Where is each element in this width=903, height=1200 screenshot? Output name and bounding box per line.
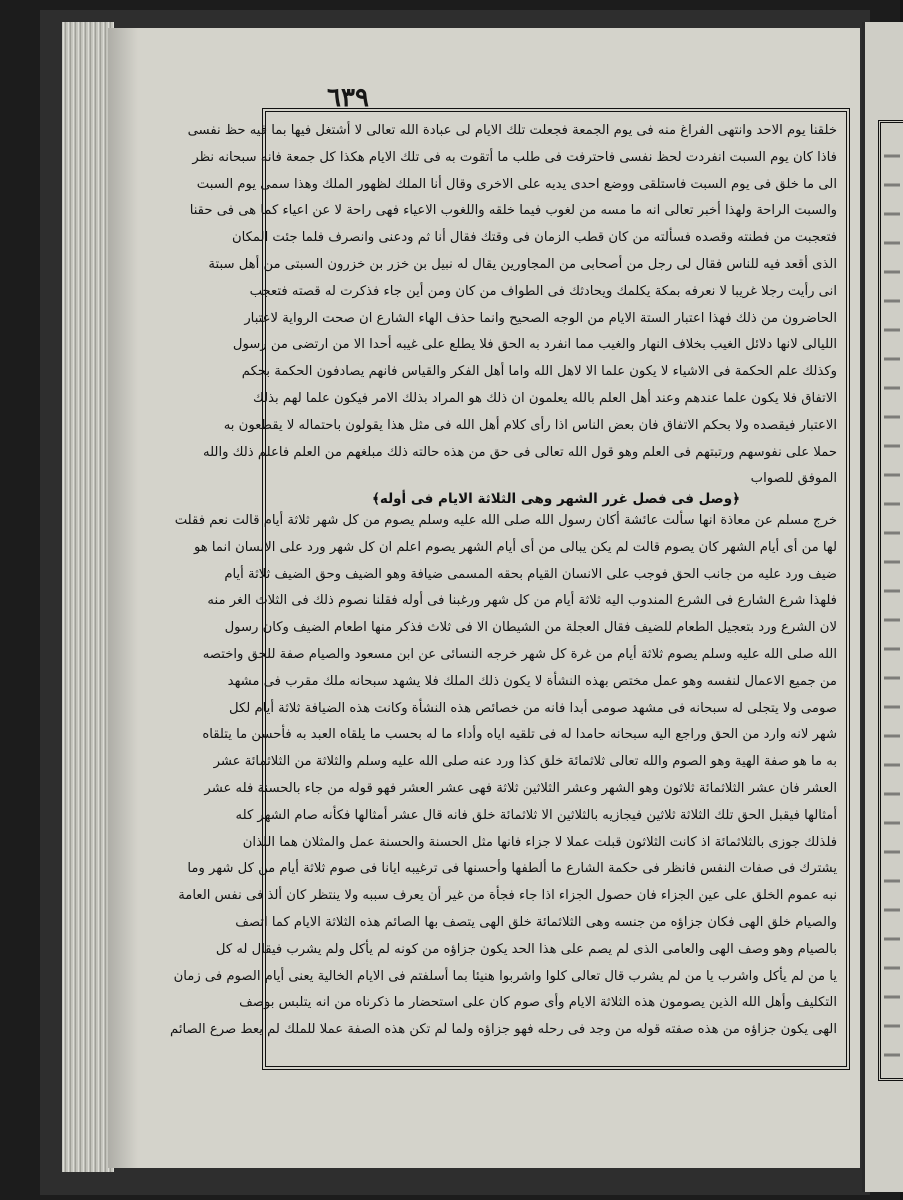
text-line: انى رأيت رجلا غريبا لا نعرفه بمكة يكلمك ويحادثك فى الطواف من كان ومن أين جاء فذكرت له قصته فتعجب [249,283,837,299]
text-line: خلقنا يوم الاحد وانتهى الفراغ منه فى يوم الجمعة فجعلت تلك الايام لى عبادة الله تعالى لا أشتغل فيها بما فيه حظ نفسى [187,123,837,138]
text-line: الليالى لانها دلائل الغيب بخلاف النهار والغيب مما انفرد به الحق فلا يطلع على غيبه أحدا الا من ارتضى من رسول [232,337,837,353]
text-line: الاتفاق فلا يكون علما عندهم وعند أهل العلم بالله يعلمون ان ذلك هو المراد بذلك الامر فيكون علما لهم بذلك [252,390,837,406]
text-line: خرج مسلم عن معاذة انها سألت عائشة أكان رسول الله صلى الله عليه وسلم يصوم من كل شهر ثلاثة أيام قالت نعم فقلت [174,513,837,528]
text-line: وكذلك علم الحكمة فى الاشياء لا يكون علما الا لاهل الله واما أهل الفكر والقياس فانهم يصادفون الحكمة بحكم [241,364,837,380]
text-line: أمثالها فيقبل الحق تلك الثلاثة ثلاثين فيجازيه بالثلاثين الا ثلاثمائة خلق فانه قال عشر أمثالها فكأنه صام الشهر كله [235,807,837,823]
text-line: حملا على نفوسهم ورتبتهم فى العلم وهو قول الله تعالى فى حق من هذه حالته ذلك مبلغهم من العلم فاعلم ذلك والله [203,444,837,460]
text-line: الله صلى الله عليه وسلم يصوم ثلاثة أيام من غرة كل شهر خرجه النسائى عن ابن مسعود والصيام صفة للحق واختصه [202,646,837,662]
page-number: ٦٣٩ [327,83,369,113]
text-line: والصيام خلق الهى فكان جزاؤه من جنسه وهى الثلاثمائة خلق الهى يتصف بها الصائم هذه الثلاثة الايام كما اتصف [235,914,837,930]
text-line: الاعتبار فيقصده ولا بحكم الاتفاق فان بعض الناس اذا رأى كلام أهل الله فى مثل هذا يقولون باحتماله لا يقطعون به [223,417,837,433]
text-line: لها من أى أيام الشهر كان يصوم قالت لم يكن يبالى من أى أيام الشهر يصوم اعلم ان كل شهر ورد على الانسان انما هو [193,539,837,555]
text-line: ضيف ورد عليه من جانب الحق فوجب على الانسان القيام بحقه المسمى ضيافة وهو الضيف وحق الضيف ثلاثة أيام [224,566,837,582]
text-line: فلهذا شرع الشارع فى الشرع المندوب اليه ثلاثة أيام من كل شهر ورغبنا فى أوله فقلنا نصوم ذلك فى الثلاث الغر منه [207,593,837,609]
text-line: به ما هو صفة الهية وهو الصوم والله تعالى ثلاثمائة خلق كذا ورد عنه صلى الله عليه وسلم والثلاثة من الثلاثمائة عشر [213,754,837,770]
paragraph-section [170,508,837,1044]
text-line: الذى أقعد فيه للناس فقال لى رجل من أصحابى من المجاورين يقال له نبيل بن خزر بن خزرون السبتى من أهل سبتة [208,256,837,272]
text-line: صومى ولا يتجلى له سبحانه فى مشهد صومى أبدا فانه من خصائص هذه النشأة وكانت هذه الضيافة ثلاثة أيام لكل [228,700,837,716]
text-line: بالصيام وهو وصف الهى والعامى الذى لم يصم على هذا الحد يكون جزاؤه من كونه لم يأكل ولم يشرب فيقال له كل [215,941,837,957]
text-line: فلذلك جوزى بالثلاثمائة اذ كانت الثلاثون قبلت عملا لا جزاء فانها مثل الحسنة والحسنة عمل والمثلان هما اللذان [242,834,837,850]
text-line: لان الشرع ورد بتعجيل الطعام للضيف فقال العجلة من الشيطان الا فى ثلاث فذكر منها اطعام الضيف وكان رسول [224,620,837,636]
facing-page-text [884,140,900,1060]
text-line: يا من لم يأكل واشرب يا من لم يشرب قال تعالى كلوا واشربوا هنيئا بما أسلفتم فى الايام الخالية يعنى أيام الصوم فى زمان [173,968,837,984]
text-line: نبه عموم الخلق على عين الجزاء فان حصول الجزاء اذا جاء فجأة من غير أن يعرف سببه ولا ينتظر كان ألذ فى نفس العامة [178,888,837,904]
section-heading: ﴿وصل فى فصل غرر الشهر وهى الثلاثة الايام فى أوله﴾ [371,491,741,507]
text-line: الحاضرون من ذلك فهذا اعتبار الستة الايام من الوجه الصحيح وانما حذف الهاء الشارع ان صحت الرواية لاعتبار [244,310,837,326]
text-line: يشترك فى صفات النفس فانظر فى حكمة الشارع ما ألطفها وأحسنها فى ترغيبه ايانا فى صوم ثلاثة أيام من كل شهر وما [187,861,837,877]
text-line: فتعجبت من فطنته وقصده فسألته من كان قطب الزمان فى وقتك فقال أنا ثم ودعنى وانصرف فلما جئت المكان [231,230,837,246]
text-line: والسبت الراحة ولهذا أخبر تعالى انه ما مسه من لغوب فيما خلقه واللغوب الاعياء فهى راحة لا عن اعياء كما هى فى حقنا [189,203,837,219]
text-line: فاذا كان يوم السبت انفردت لحظ نفسى فاحترفت فى طلب ما أتقوت به فى تلك الايام هكذا كل جمعة فانه سبحانه نظر [192,149,837,165]
text-line: العشر فان عشر الثلاثمائة ثلاثون وهو الشهر وعشر الثلاثين ثلاثة فهى عشر العشر فهو قوله من جاء بالحسنة فله عشر [204,780,837,796]
paragraph-main [187,118,837,493]
text-line: من جميع الاعمال لنفسه وهو عمل مختص بهذه النشأة لا يكون ذلك الملك فلا يشهد سبحانه ملك مقرب فى مشهد [227,673,837,689]
gutter-shadow [108,28,138,1168]
text-line: التكليف وأهل الله الذين يصومون هذه الثلاثة الايام وأى صوم كان على استحضار ما ذكرناه من انه يتلبس بوصف [239,995,837,1011]
text-line: الموفق للصواب [750,471,837,487]
page-stack-edges [62,22,114,1172]
text-line: الهى يكون جزاؤه من هذه صفته قوله من وجد فى رحله فهو جزاؤه ولما لم تكن هذه الصفة عملا للملك لم يعط صرع الصائم [170,1022,837,1038]
text-line: الى ما خلق فى يوم السبت فاستلقى ووضع احدى يديه على الاخرى وقال أنا الملك لظهور الملك وهذا سمى يوم السبت [196,176,837,192]
text-line: شهر لانه وارد من الحق وراجع اليه سبحانه حامدا له فى تلقيه اياه وأداء ما له بحسب ما يلقاه العبد به فأحسن ما يتلقاه [202,727,837,743]
